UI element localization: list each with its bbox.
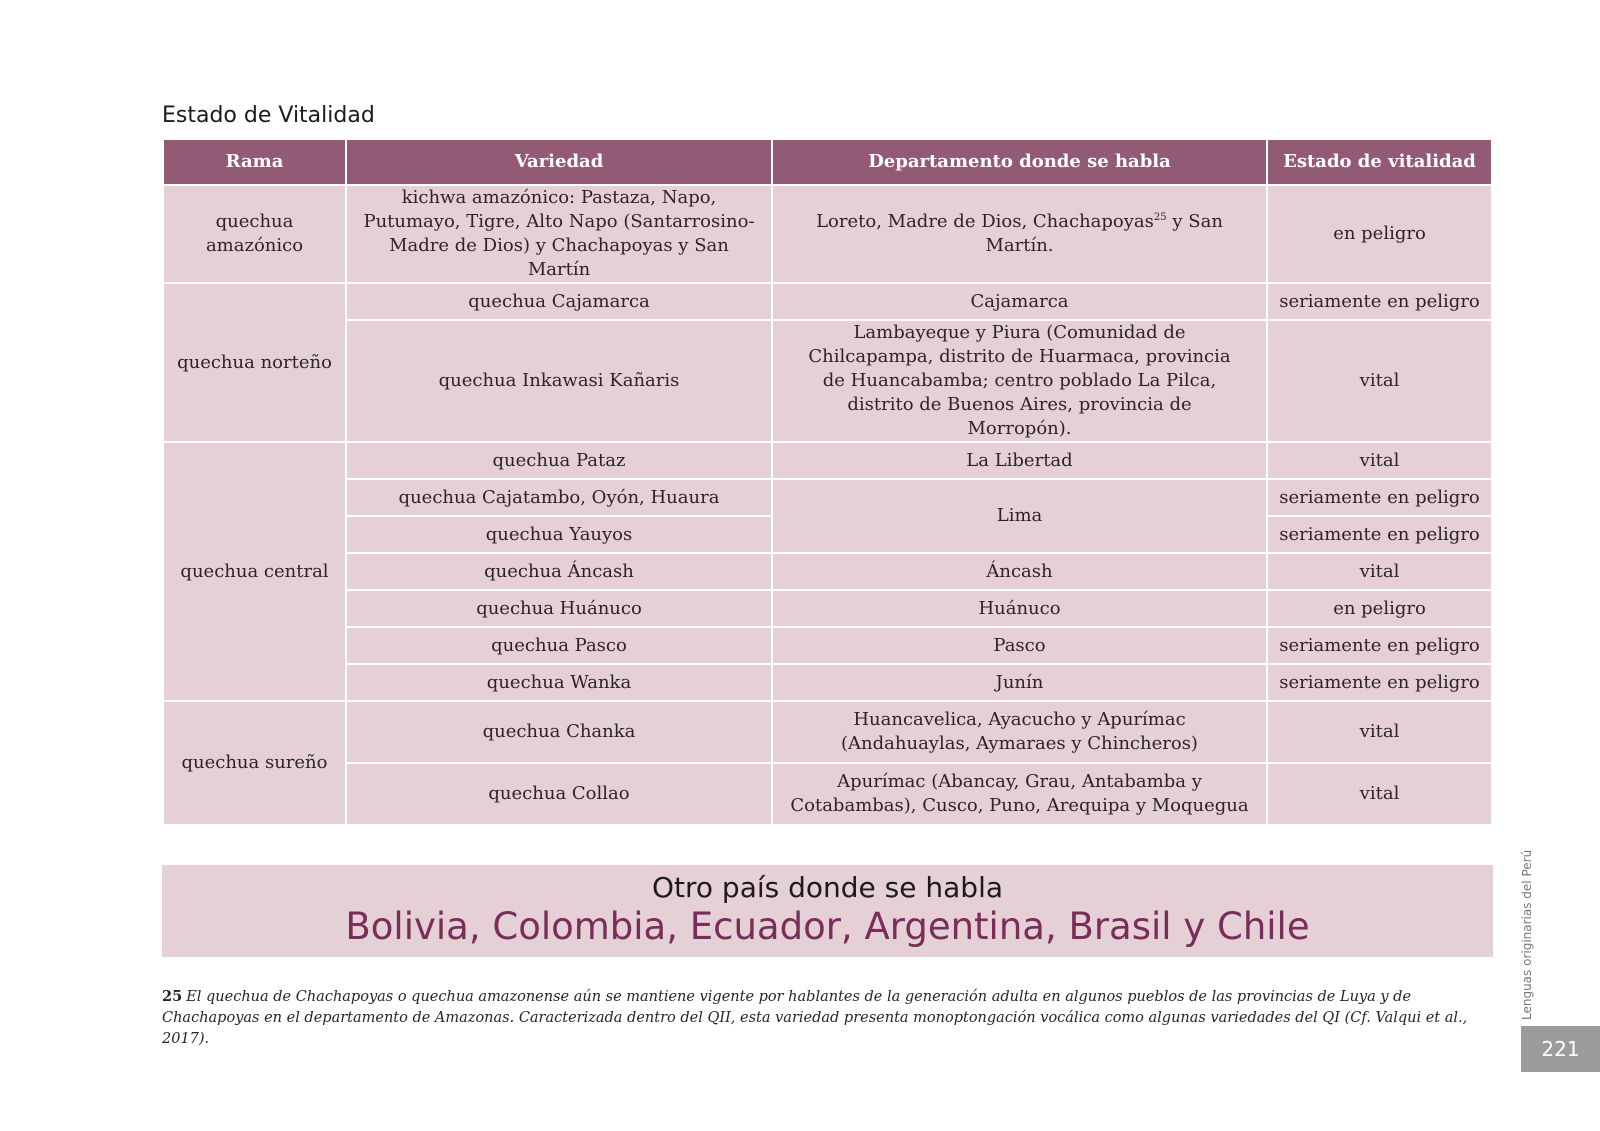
vitality-table <box>162 138 1493 826</box>
rama-cell: quechua norteño <box>163 283 346 442</box>
footnote <box>162 986 1482 1050</box>
estado-cell: en peligro <box>1267 185 1492 283</box>
table-row <box>163 701 1492 763</box>
header-variedad: Variedad <box>346 139 772 185</box>
rama-cell: quechua sureño <box>163 701 346 825</box>
variedad-cell: quechua Pasco <box>346 627 772 664</box>
table-row <box>163 627 1492 664</box>
page-number: 221 <box>1521 1026 1600 1072</box>
variedad-cell: quechua Áncash <box>346 553 772 590</box>
variedad-cell: quechua Yauyos <box>346 516 772 553</box>
table-row <box>163 320 1492 442</box>
variedad-cell: quechua Cajamarca <box>346 283 772 320</box>
variedad-cell: quechua Huánuco <box>346 590 772 627</box>
header-departamento: Departamento donde se habla <box>772 139 1267 185</box>
estado-cell: seriamente en peligro <box>1267 664 1492 701</box>
variedad-cell: kichwa amazónico: Pastaza, Napo, Putumayo, Tigre, Alto Napo (Santarrosino-Madre de Dios) y Chachapoyas y San Martín <box>346 185 772 283</box>
variedad-cell: quechua Wanka <box>346 664 772 701</box>
variedad-cell: quechua Collao <box>346 763 772 825</box>
estado-cell: vital <box>1267 442 1492 479</box>
departamento-cell: La Libertad <box>772 442 1267 479</box>
table-row <box>163 553 1492 590</box>
table-row <box>163 590 1492 627</box>
departamento-cell: Cajamarca <box>772 283 1267 320</box>
header-estado: Estado de vitalidad <box>1267 139 1492 185</box>
departamento-text-tail: y San Martín. <box>985 211 1223 256</box>
variedad-cell: quechua Pataz <box>346 442 772 479</box>
estado-cell: vital <box>1267 553 1492 590</box>
table-row <box>163 479 1492 516</box>
departamento-cell: Huancavelica, Ayacucho y Apurímac (Andahuaylas, Aymaraes y Chincheros) <box>772 701 1267 763</box>
table-row <box>163 664 1492 701</box>
departamento-text: Loreto, Madre de Dios, Chachapoyas <box>816 211 1154 232</box>
departamento-cell: Pasco <box>772 627 1267 664</box>
section-title: Estado de Vitalidad <box>162 103 375 128</box>
estado-cell: seriamente en peligro <box>1267 516 1492 553</box>
departamento-cell: Huánuco <box>772 590 1267 627</box>
other-country-title: Otro país donde se habla <box>651 871 1004 904</box>
table-row <box>163 283 1492 320</box>
estado-cell: seriamente en peligro <box>1267 479 1492 516</box>
departamento-cell: Lambayeque y Piura (Comunidad de Chilcapampa, distrito de Huarmaca, provincia de Huancabamba; centro poblado La Pilca, distrito de Buenos Aires, provincia de Morropón). <box>772 320 1267 442</box>
variedad-cell: quechua Chanka <box>346 701 772 763</box>
footnote-number: 25 <box>162 988 183 1005</box>
estado-cell: vital <box>1267 320 1492 442</box>
departamento-cell: Áncash <box>772 553 1267 590</box>
departamento-cell: Lima <box>772 479 1267 553</box>
departamento-cell <box>772 185 1267 283</box>
table-row <box>163 763 1492 825</box>
table-row <box>163 442 1492 479</box>
estado-cell: seriamente en peligro <box>1267 627 1492 664</box>
other-country-list: Bolivia, Colombia, Ecuador, Argentina, Brasil y Chile <box>345 905 1310 948</box>
departamento-cell: Junín <box>772 664 1267 701</box>
variedad-cell: quechua Inkawasi Kañaris <box>346 320 772 442</box>
variedad-cell: quechua Cajatambo, Oyón, Huaura <box>346 479 772 516</box>
rama-cell: quechua amazónico <box>163 185 346 283</box>
other-country-box <box>162 865 1493 957</box>
footnote-ref: 25 <box>1153 212 1167 223</box>
estado-cell: en peligro <box>1267 590 1492 627</box>
table-header-row <box>163 139 1492 185</box>
footnote-text: El quechua de Chachapoyas o quechua amazonense aún se mantiene vigente por hablantes de la generación adulta en algunos pueblos de las provincias de Luya y de Chachapoyas en el departamento de Amazonas. Caracterizada dentro del QII, esta variedad presenta monoptongación vocálica como algunas variedades del QI (Cf. Valqui et al., 2017). <box>162 989 1468 1047</box>
estado-cell: seriamente en peligro <box>1267 283 1492 320</box>
estado-cell: vital <box>1267 763 1492 825</box>
departamento-cell: Apurímac (Abancay, Grau, Antabamba y Cotabambas), Cusco, Puno, Arequipa y Moquegua <box>772 763 1267 825</box>
rama-cell: quechua central <box>163 442 346 701</box>
header-rama: Rama <box>163 139 346 185</box>
estado-cell: vital <box>1267 701 1492 763</box>
table-row <box>163 185 1492 283</box>
running-side-label: Lenguas originarias del Perú <box>1520 849 1534 1020</box>
